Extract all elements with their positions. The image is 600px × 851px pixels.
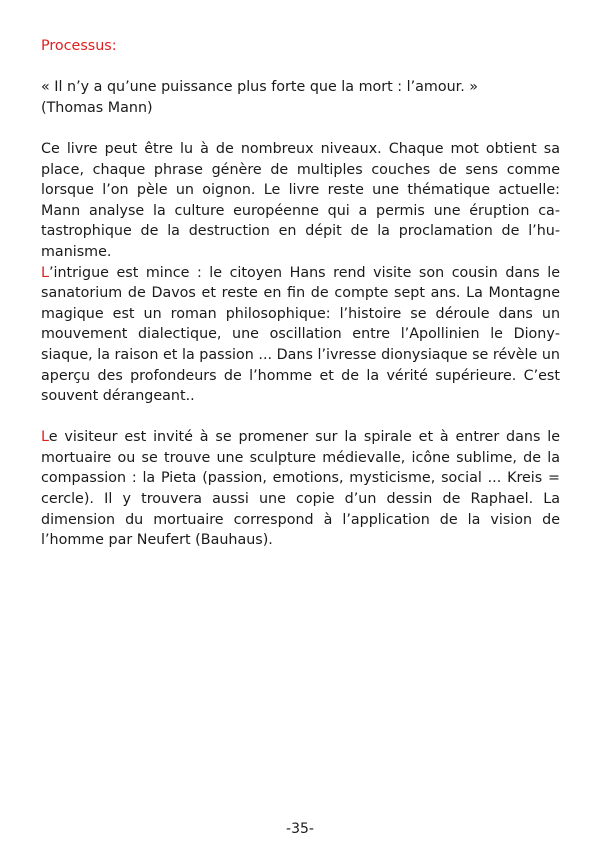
paragraph-intrigue [41, 263, 560, 407]
section-heading: Processus: [41, 38, 117, 54]
drop-initial: L [41, 429, 49, 446]
spacer [41, 57, 560, 78]
spacer [41, 407, 560, 428]
drop-initial: L [41, 264, 49, 281]
quote-text: « Il n’y a qu’une puissance plus forte que la mort : l’amour. » [41, 79, 479, 96]
page-number: -35- [286, 821, 314, 837]
paragraph-body: e visiteur est invité à se promener sur la spirale et à entrer dans le mortuaire ou se trouve une sculpture médievalle, icône sublime, de la compassion : la Pieta (passion, emotions, mysticisme, social ... Kreis = cercle). Il y trouvera aussi une copie d’un dessin de Raphael. La dimension du mortuaire correspond à l’application de la vision de l’homme par Neufert (Bauhaus). [41, 429, 560, 549]
paragraph-visitor [41, 427, 560, 551]
spacer [41, 118, 560, 139]
quote-author: (Thomas Mann) [41, 99, 153, 116]
paragraph-intro: Ce livre peut être lu à de nombreux niveaux. Chaque mot obtient sa place, chaque phrase génère de multiples couches de sens comme lorsque l’on pèle un oignon. Le livre reste une thématique actuelle: Mann analyse la culture européenne qui a permis une éruption catastrophique de la destruction en dépit de la proclamation de l’humanisme. [41, 140, 560, 260]
page-content [41, 36, 560, 551]
paragraph-body: ’intrigue est mince : le citoyen Hans rend visite son cousin dans le sanatorium de Davos et reste en fin de compte sept ans. La Montagne magique est un roman philosophique: l’histoire se déroule dans un mouvement dialectique, une oscillation entre l’Apollinien le Dionysiaque, la raison et la passion ... Dans l’ivresse dionysiaque se révèle un aperçu des profondeurs de l’homme et de la vérité supérieure. C’est souvent dérangeant.. [41, 264, 560, 405]
